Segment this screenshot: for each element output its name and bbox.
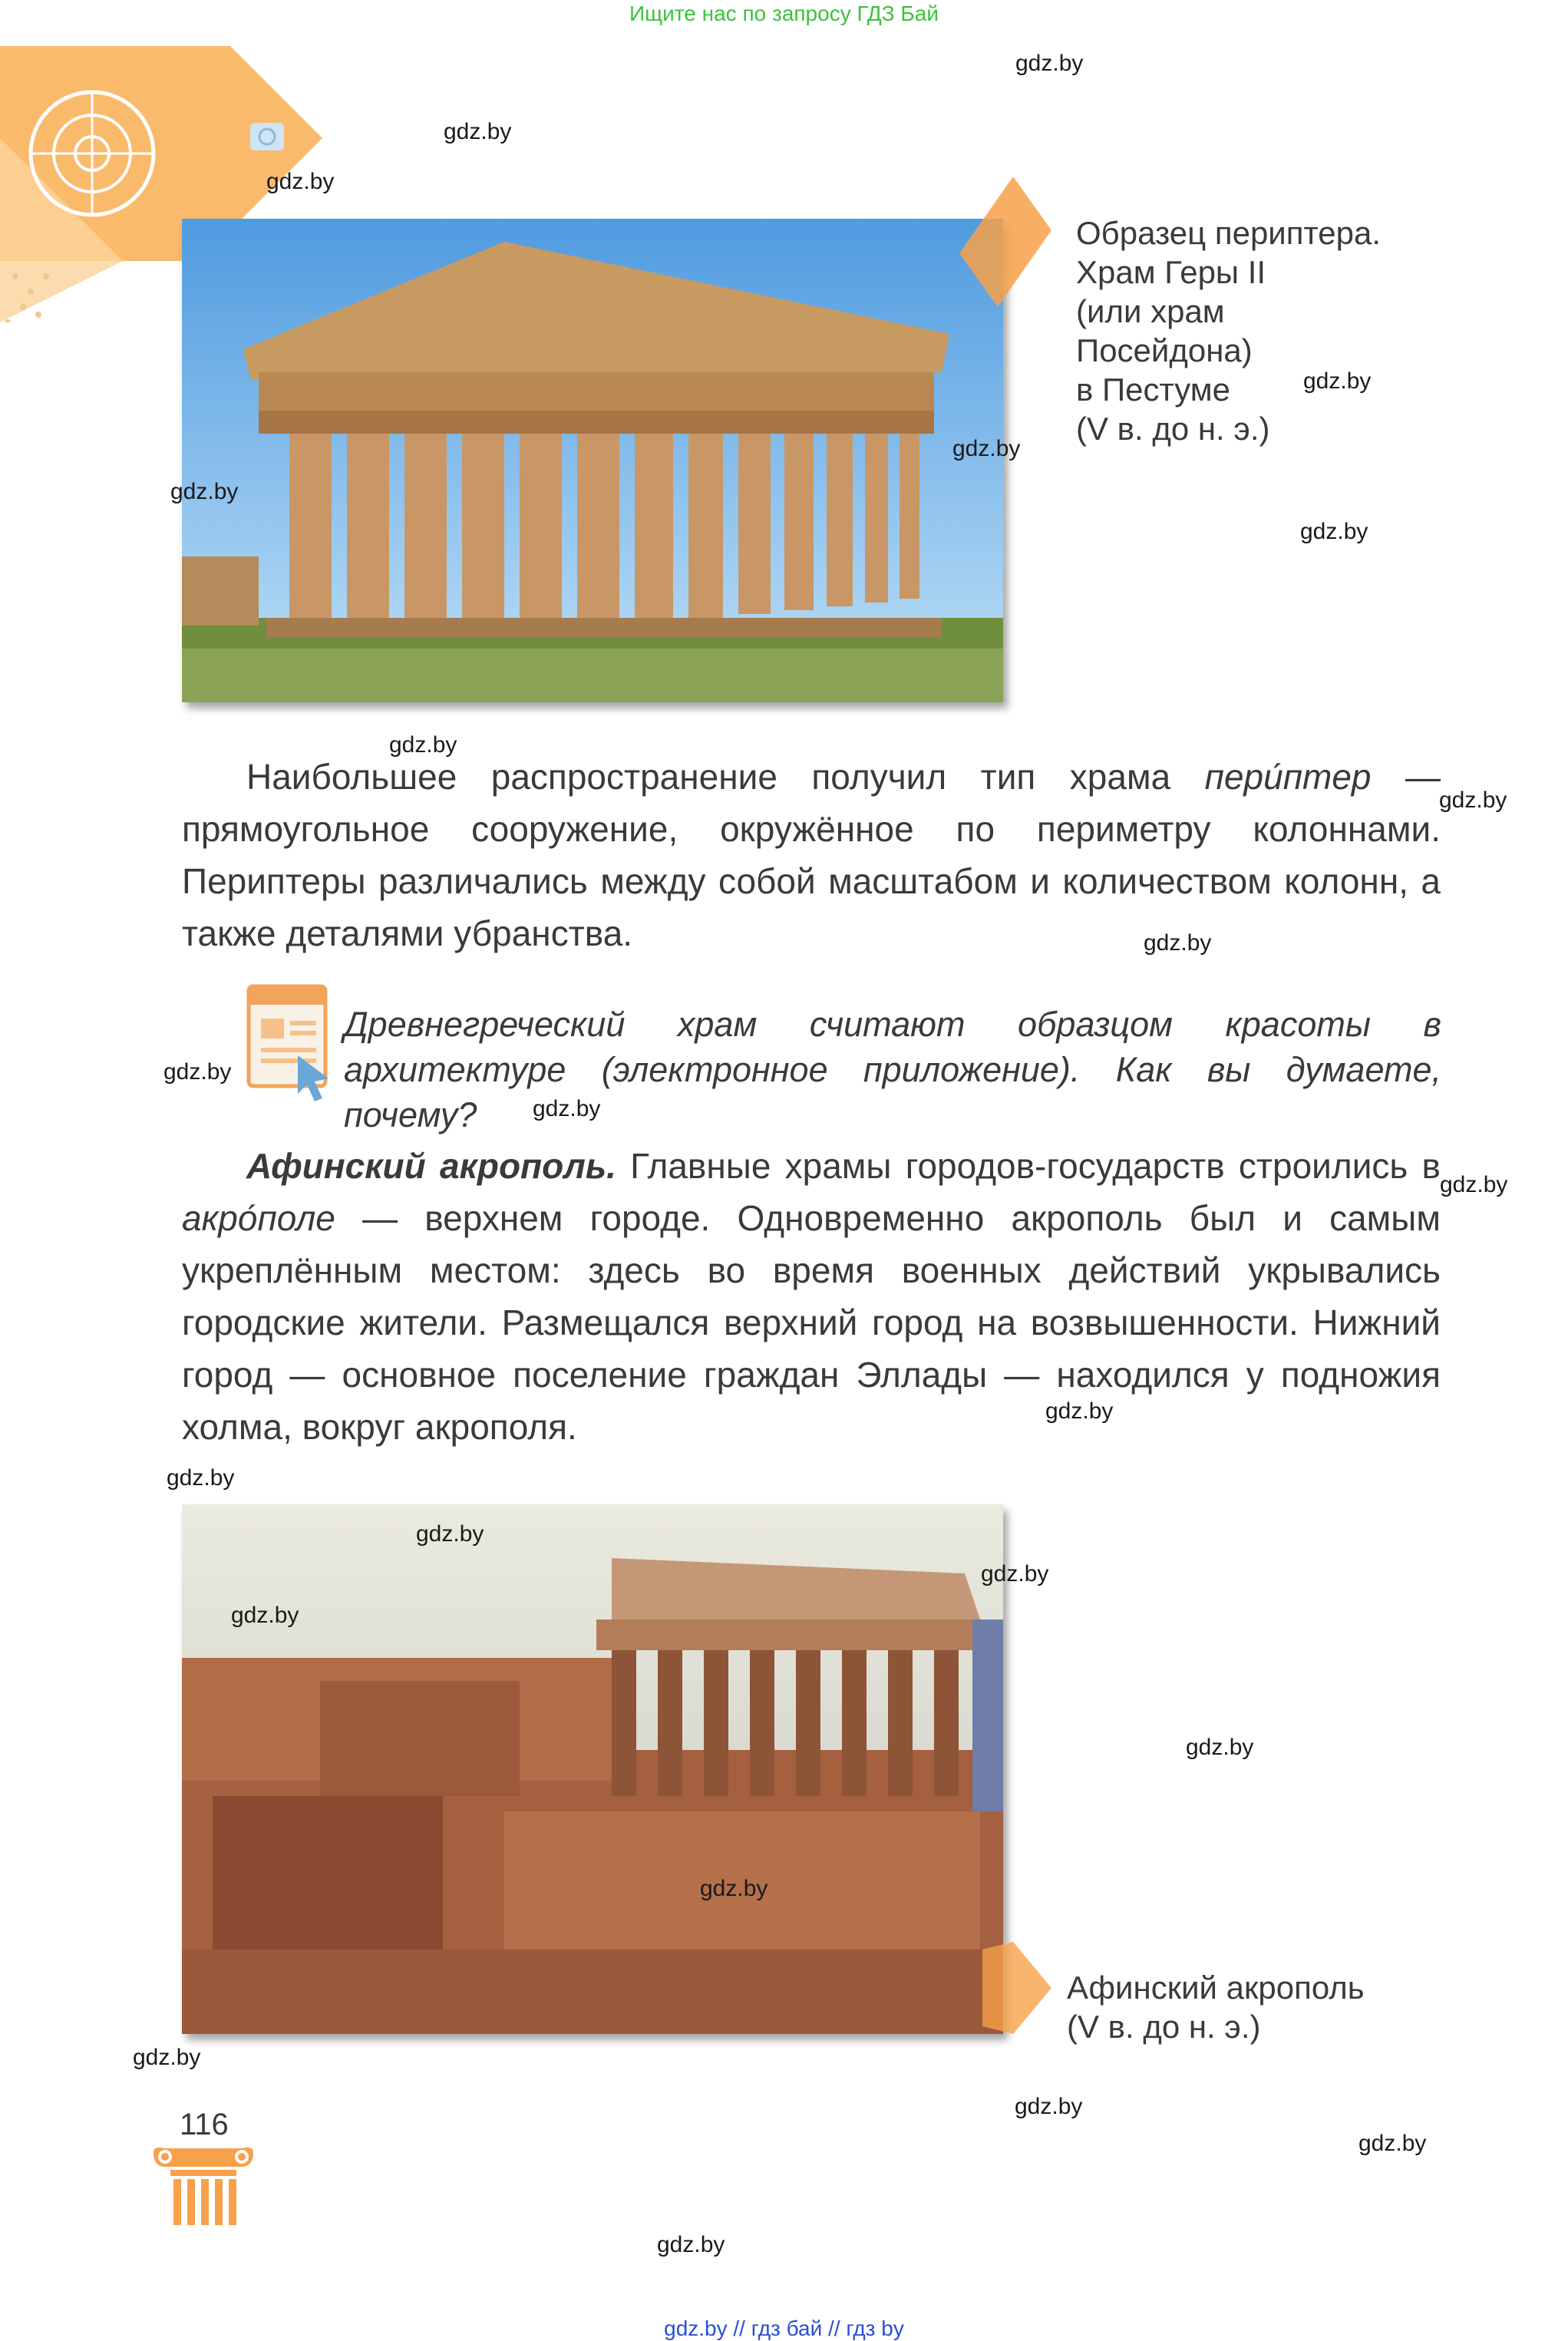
watermark[interactable]: gdz.by bbox=[1439, 787, 1507, 813]
watermark[interactable]: gdz.by bbox=[170, 479, 239, 504]
temple-photo bbox=[182, 219, 1003, 702]
temple-caption: Образец периптера. Храм Геры II (или храм Посейдона) в Пестуме (V в. до н. э.) bbox=[1076, 215, 1381, 447]
watermark[interactable]: gdz.by bbox=[133, 2045, 201, 2070]
watermark[interactable]: gdz.by bbox=[1358, 2131, 1427, 2156]
book-icon bbox=[244, 115, 290, 161]
watermark[interactable]: gdz.by bbox=[231, 1603, 299, 1628]
bottom-banner[interactable]: gdz.by // гдз бай // гдз by bbox=[664, 2316, 904, 2340]
watermark[interactable]: gdz.by bbox=[1015, 2094, 1083, 2119]
watermark[interactable]: gdz.by bbox=[700, 1876, 768, 1901]
watermark[interactable]: gdz.by bbox=[416, 1521, 484, 1547]
watermark[interactable]: gdz.by bbox=[981, 1561, 1049, 1587]
watermark[interactable]: gdz.by bbox=[389, 732, 457, 758]
caption-arrow bbox=[952, 177, 1051, 330]
watermark[interactable]: gdz.by bbox=[1303, 368, 1372, 394]
acropolis-photo bbox=[182, 1504, 1003, 2034]
watermark[interactable]: gdz.by bbox=[1015, 51, 1084, 76]
watermark[interactable]: gdz.by bbox=[163, 1059, 232, 1085]
watermark[interactable]: gdz.by bbox=[1144, 930, 1212, 956]
paragraph-peripteros: Наибольшее распространение получил тип храма пери́птер — прямоугольное сооружение, окружённое по периметру колоннами. Периптеры различались между собой масштабом и количеством колонн, а также деталями убранства. bbox=[182, 757, 1441, 953]
watermark[interactable]: gdz.by bbox=[1300, 519, 1368, 544]
watermark[interactable]: gdz.by bbox=[1186, 1735, 1254, 1760]
watermark[interactable]: gdz.by bbox=[266, 169, 335, 194]
question-text: Древнегреческий храм считают образцом красоты в архитектуре (электронное приложение). Как вы думаете, почему? bbox=[344, 1005, 1441, 1134]
caption-arrow-2 bbox=[982, 1942, 1059, 2042]
acropolis-caption: Афинский акрополь (V в. до н. э.) bbox=[1067, 1970, 1365, 2045]
column-icon bbox=[146, 2145, 261, 2230]
watermark[interactable]: gdz.by bbox=[533, 1096, 601, 1121]
page-number: 116 bbox=[180, 2108, 229, 2141]
watermark[interactable]: gdz.by bbox=[444, 119, 512, 144]
watermark[interactable]: gdz.by bbox=[657, 2232, 725, 2257]
watermark[interactable]: gdz.by bbox=[952, 436, 1021, 461]
watermark[interactable]: gdz.by bbox=[1440, 1172, 1508, 1197]
watermark[interactable]: gdz.by bbox=[1045, 1398, 1114, 1424]
top-banner[interactable]: Ищите нас по запросу ГДЗ Бай bbox=[629, 2, 939, 25]
watermark[interactable]: gdz.by bbox=[167, 1465, 235, 1491]
electronic-app-icon bbox=[244, 979, 336, 1109]
paragraph-acropolis: Афинский акрополь. Главные храмы городов-государств строились в акро́поле — верхнем городе. Одновременно акрополь был и самым укреплённым местом: здесь во время военных действий укрывались городские жители. Размещался верхний город на возвышенности. Нижний город — основное поселение граждан Эллады — находился у подножия холма, вокруг акрополя. bbox=[182, 1146, 1441, 1447]
